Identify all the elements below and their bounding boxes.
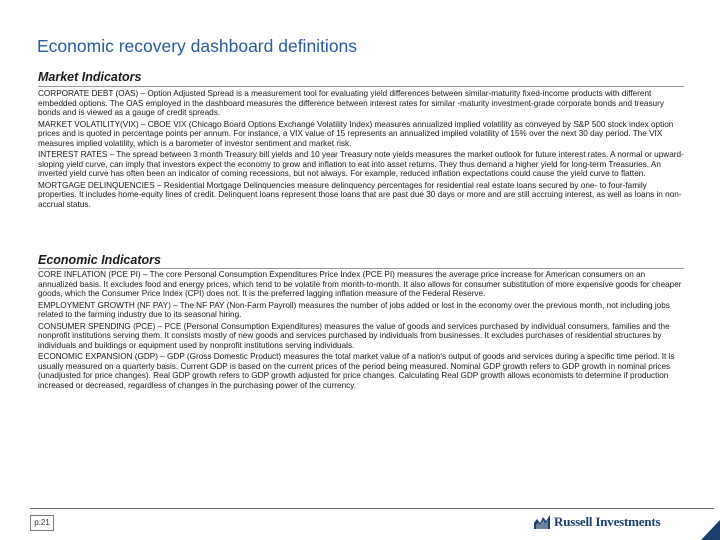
definition-text: – Residential Mortgage Delinquencies measure delinquency percentages for residential real estate loans secured by one- to four-family properties. It includes home-equity lines of credit. Delinquent loans represent those loans that are past due 30 days or more and are still accruing interest, as well as loans in non-accrual status. — [38, 180, 682, 209]
definition-text: – Option Adjusted Spread is a measurement tool for evaluating yield differences between similar-maturity fixed-income products with different embedded options. The OAS employed in the dashboard measures the difference between interest rates for similar -maturity investment-grade corporate bonds and treasury bonds and is viewed as a gauge of credit spreads. — [38, 89, 664, 118]
definition-economic-expansion — [38, 352, 686, 390]
market-indicators-list — [38, 89, 686, 211]
definition-term: CORE INFLATION (PCE PI) — [38, 270, 141, 279]
definition-market-volatility — [38, 120, 686, 149]
definition-text: – PCE (Personal Consumption Expenditures) measures the value of goods and services purchased by individual consumers, families and the nonprofit institutions serving them. It consists mostly of new goods and services purchased by individuals from businesses. It excludes purchases of residential structures by individuals and buildings or equipment used by nonprofit institutions serving individuals. — [38, 321, 670, 350]
definition-consumer-spending — [38, 322, 686, 351]
page-number: p.21 — [30, 515, 54, 531]
definition-term: INTEREST RATES — [38, 150, 108, 160]
definition-core-inflation — [38, 270, 686, 299]
section-divider — [38, 268, 684, 269]
company-logo — [533, 514, 660, 530]
definition-mortgage-delinquencies — [38, 181, 686, 210]
definition-text: – The core Personal Consumption Expenditures Price Index (PCE PI) measures the average price increase for American consumers on an annualized basis. It excludes food and energy prices, which tend to be volatile from month-to-month. It also allows for consumer substitution of more expensive goods for cheaper goods, which the Consumer Price Index (CPI) does not. It is the preferred lagging inflation measure of the Federal Reserve. — [38, 270, 682, 299]
definition-text: – CBOE VIX (Chicago Board Options Exchange Volatility Index) measures annualized implied volatility as conveyed by S&P 500 stock index option prices and is quoted in percentage points per annum. For instance, a VIX value of 15 represents an annualized implied volatility of 15% over the next 30 day period. The VIX measures implied volatility, which is a barometer of investor sentiment and market risk. — [38, 119, 674, 148]
definition-term: MARKET VOLATILITY(VIX) — [38, 119, 139, 129]
page-title: Economic recovery dashboard definitions — [37, 36, 358, 56]
definition-term: ECONOMIC EXPANSION (GDP) — [38, 352, 158, 362]
definition-text: – The spread between 3 month Treasury bill yields and 10 year Treasury note yields measures the market outlook for future interest rates. A normal or upward-sloping yield curve, can imply that investors expect the economy to grow and inflation to eat into asset returns. They thus demand a higher yield for long-term Treasuries. An inverted yield curve has often been an indicator of coming recessions, but not always. For example, reduced inflation expectations could cause the yield curve to flatten. — [38, 150, 684, 179]
logo-text: Russell Investments — [554, 514, 661, 529]
definition-corporate-debt — [38, 89, 686, 118]
definition-term: MORTGAGE DELINQUENCIES — [38, 180, 155, 190]
definition-term: CORPORATE DEBT (OAS) — [38, 89, 139, 98]
definition-term: EMPLOYMENT GROWTH (NF PAY) — [38, 300, 171, 310]
economic-indicators-heading: Economic Indicators — [38, 253, 161, 267]
section-divider — [38, 86, 684, 87]
definition-interest-rates — [38, 150, 686, 179]
definition-term: CONSUMER SPENDING (PCE) — [38, 321, 156, 331]
footer-divider — [30, 508, 714, 509]
corner-triangle-icon — [701, 520, 720, 540]
economic-indicators-list — [38, 270, 686, 392]
definition-text: – The NF PAY (Non-Farm Payroll) measures the number of jobs added or lost in the economy over the previous month, not including jobs related to the farming industry due to its seasonal hiring. — [38, 300, 670, 320]
definition-employment-growth — [38, 301, 686, 320]
definition-text: – GDP (Gross Domestic Product) measures the total market value of a nation's output of goods and services during a specific time period. It is usually measured on a quarterly basis. Current GDP is based on the current prices of the period being measured. Nominal GDP growth refers to GDP growth in nominal prices (unadjusted for price changes). Real GDP growth refers to GDP growth adjusted for price changes. Calculating Real GDP growth allows economists to determine if production increased or decreased, regardless of changes in the purchasing power of the currency. — [38, 352, 675, 390]
market-indicators-heading: Market Indicators — [38, 70, 142, 84]
russell-logo-icon — [533, 514, 551, 530]
